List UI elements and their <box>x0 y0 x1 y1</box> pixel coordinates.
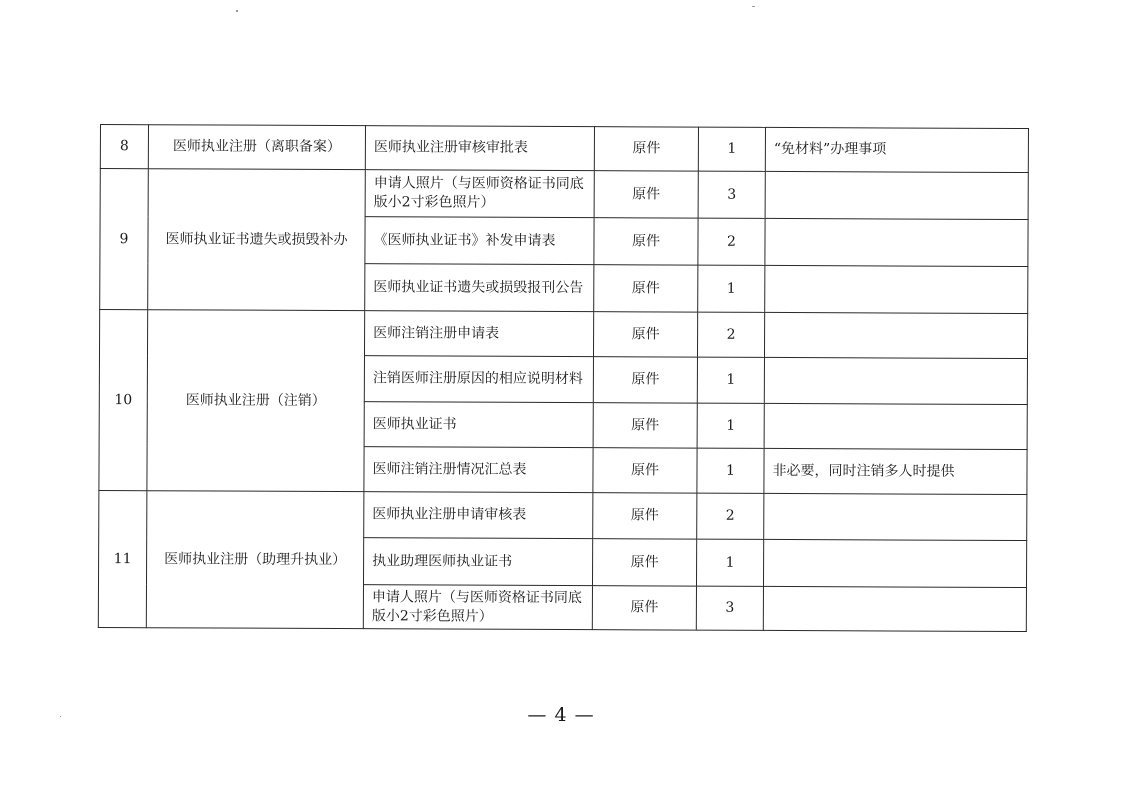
material-form: 原件 <box>593 312 697 357</box>
material-note <box>764 312 1027 358</box>
material-name: 执业助理医师执业证书 <box>363 538 592 586</box>
table-row <box>100 169 1028 220</box>
material-note <box>765 265 1028 313</box>
material-note <box>763 539 1026 587</box>
materials-table <box>98 124 1029 632</box>
item-number: 8 <box>100 125 148 169</box>
material-copies: 1 <box>697 357 764 403</box>
page-number: — 4 — <box>527 704 595 726</box>
material-note <box>763 586 1026 631</box>
material-name: 申请人照片（与医师资格证书同底版小2寸彩色照片） <box>365 170 594 218</box>
material-copies: 3 <box>698 171 765 218</box>
item-name: 医师执业注册（助理升执业） <box>146 491 364 629</box>
material-form: 原件 <box>592 539 696 586</box>
material-form: 原件 <box>594 265 698 312</box>
item-name: 医师执业注册（离职备案） <box>148 125 365 170</box>
material-form: 原件 <box>593 357 697 403</box>
table-row <box>99 490 1027 540</box>
material-note <box>765 171 1028 219</box>
item-number: 10 <box>99 310 148 491</box>
material-note <box>764 493 1027 540</box>
material-note: 非必要，同时注销多人时提供 <box>764 448 1027 494</box>
item-number: 11 <box>98 490 147 627</box>
material-form: 原件 <box>593 493 697 539</box>
item-name: 医师执业证书遗失或损毁补办 <box>148 169 366 311</box>
material-copies: 1 <box>698 127 765 171</box>
item-name: 医师执业注册（注销） <box>147 310 365 492</box>
material-copies: 2 <box>697 493 764 539</box>
material-form: 原件 <box>593 403 697 448</box>
material-name: 医师注销注册情况汇总表 <box>364 447 593 493</box>
material-copies: 1 <box>696 539 763 586</box>
material-copies: 2 <box>698 218 765 265</box>
material-form: 原件 <box>594 127 698 171</box>
material-name: 注销医师注册原因的相应说明材料 <box>364 356 593 403</box>
table-row <box>100 125 1028 173</box>
material-form: 原件 <box>593 448 697 493</box>
material-form: 原件 <box>592 586 696 630</box>
material-name: 医师执业注册审核审批表 <box>365 126 594 171</box>
material-copies: 3 <box>696 586 763 630</box>
material-note <box>764 403 1027 449</box>
material-copies: 1 <box>697 448 764 493</box>
table-row <box>99 310 1027 359</box>
scan-speck <box>60 716 61 717</box>
scan-speck <box>236 10 238 12</box>
material-note: “免材料”办理事项 <box>765 127 1028 172</box>
material-copies: 1 <box>697 403 764 448</box>
material-name: 医师注销注册申请表 <box>364 311 593 357</box>
material-note <box>764 357 1027 404</box>
scan-speck <box>752 6 755 7</box>
item-number: 9 <box>100 169 149 310</box>
material-name: 申请人照片（与医师资格证书同底版小2寸彩色照片） <box>363 585 592 630</box>
material-name: 医师执业注册申请审核表 <box>364 492 593 539</box>
material-form: 原件 <box>594 218 698 265</box>
material-copies: 1 <box>698 265 765 312</box>
material-name: 医师执业证书遗失或损毁报刊公告 <box>365 264 594 312</box>
material-name: 医师执业证书 <box>364 402 593 448</box>
material-name: 《医师执业证书》补发申请表 <box>365 217 594 265</box>
material-copies: 2 <box>697 312 764 357</box>
material-note <box>765 218 1028 266</box>
material-form: 原件 <box>594 171 698 218</box>
